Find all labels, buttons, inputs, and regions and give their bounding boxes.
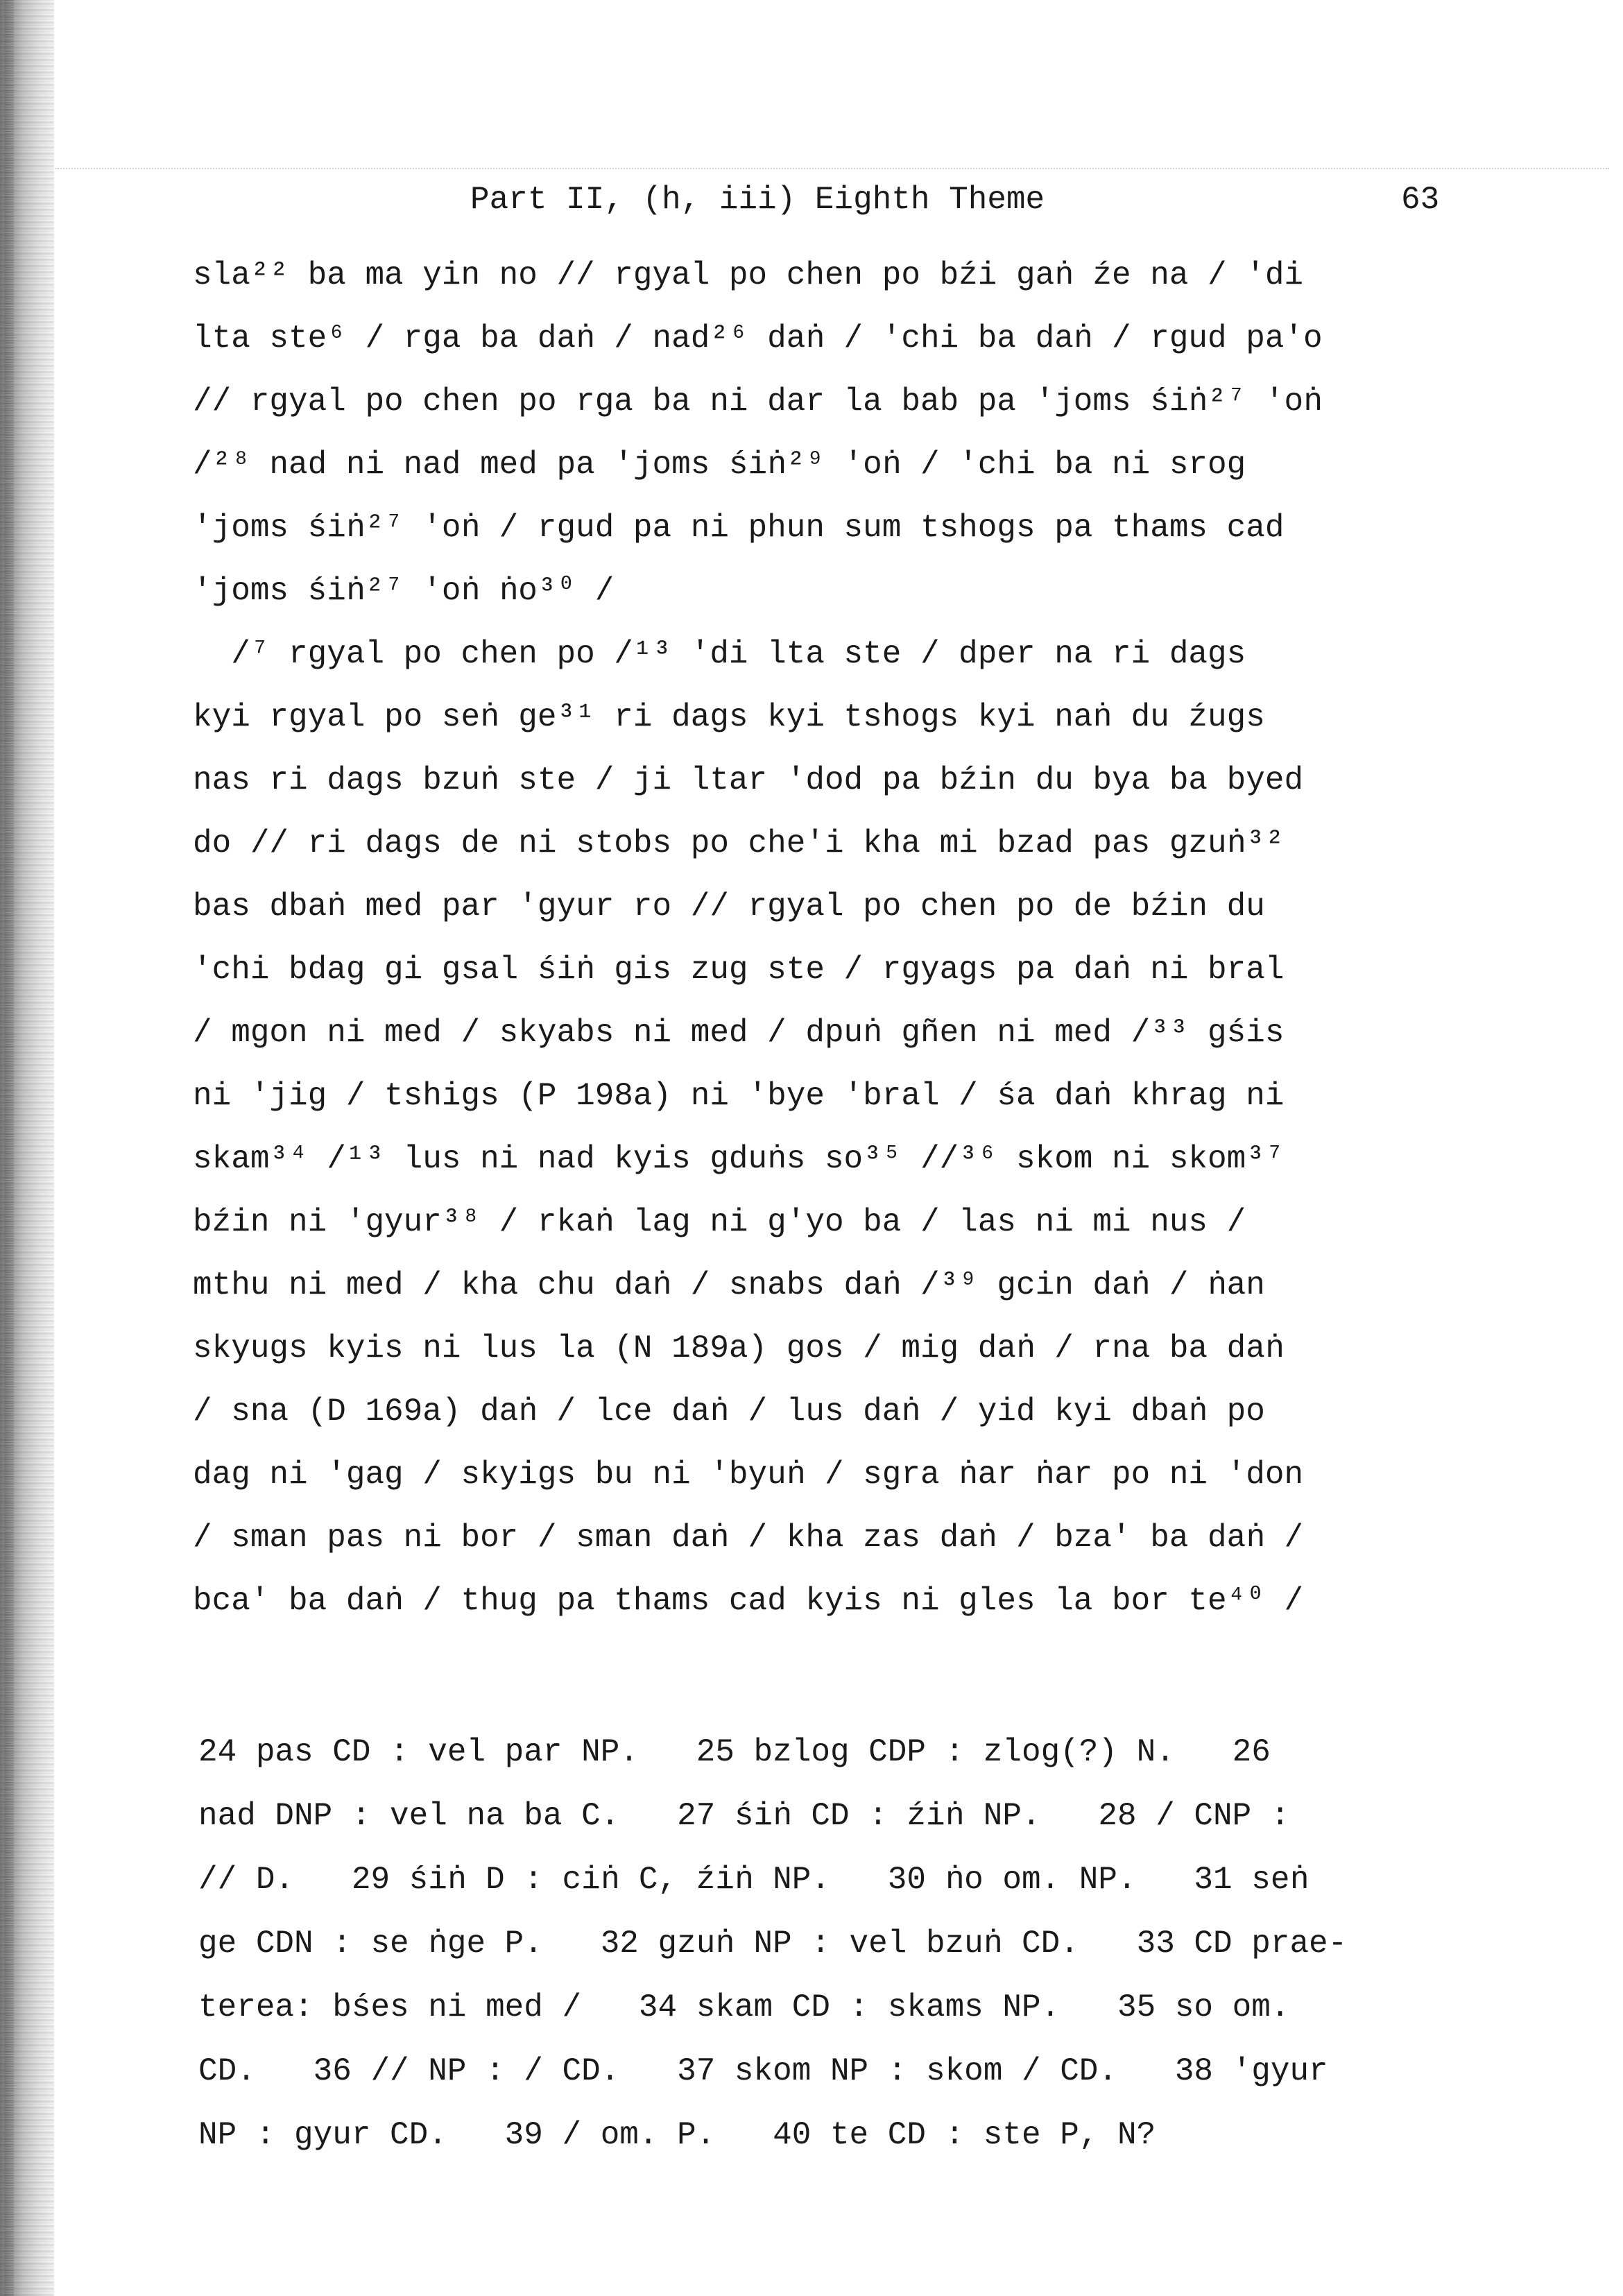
critical-apparatus-notes xyxy=(198,1720,1516,2167)
scan-artifact-rule xyxy=(55,168,1609,169)
text-line: /⁷ rgyal po chen po /¹³ 'di lta ste / dper na ri dags xyxy=(193,636,1246,672)
main-text xyxy=(193,244,1511,1633)
note-line: nad DNP : vel na ba C. 27 śiṅ CD : źiṅ NP. 28 / CNP : xyxy=(198,1798,1290,1834)
text-line: / sna (D 169a) daṅ / lce daṅ / lus daṅ / yid kyi dbaṅ po xyxy=(193,1394,1265,1430)
text-line: nas ri dags bzuṅ ste / ji ltar 'dod pa bźin du bya ba byed xyxy=(193,762,1304,798)
note-line: CD. 36 // NP : / CD. 37 skom NP : skom / CD. 38 'gyur xyxy=(198,2053,1328,2089)
text-line: lta ste⁶ / rga ba daṅ / nad²⁶ daṅ / 'chi ba daṅ / rgud pa'o xyxy=(193,320,1323,357)
text-line: 'chi bdag gi gsal śiṅ gis zug ste / rgyags pa daṅ ni bral xyxy=(193,952,1285,988)
note-line: NP : gyur CD. 39 / om. P. 40 te CD : ste P, N? xyxy=(198,2117,1156,2153)
text-line: /²⁸ nad ni nad med pa 'joms śiṅ²⁹ 'oṅ / 'chi ba ni srog xyxy=(193,447,1246,483)
text-line: skyugs kyis ni lus la (N 189a) gos / mig daṅ / rna ba daṅ xyxy=(193,1330,1285,1367)
running-title: Part II, (h, iii) Eighth Theme xyxy=(470,182,1045,218)
text-line: ni 'jig / tshigs (P 198a) ni 'bye 'bral / śa daṅ khrag ni xyxy=(193,1078,1285,1114)
note-line: // D. 29 śiṅ D : ciṅ C, źiṅ NP. 30 ṅo om. NP. 31 seṅ xyxy=(198,1862,1309,1898)
text-line: mthu ni med / kha chu daṅ / snabs daṅ /³⁹ gcin daṅ / ṅan xyxy=(193,1267,1265,1303)
text-line: 'joms śiṅ²⁷ 'oṅ / rgud pa ni phun sum tshogs pa thams cad xyxy=(193,510,1285,546)
text-line: bas dbaṅ med par 'gyur ro // rgyal po chen po de bźin du xyxy=(193,889,1265,925)
text-line: sla²² ba ma yin no // rgyal po chen po bźi gaṅ źe na / 'di xyxy=(193,257,1304,293)
text-line: / sman pas ni bor / sman daṅ / kha zas daṅ / bza' ba daṅ / xyxy=(193,1520,1304,1556)
text-line: dag ni 'gag / skyigs bu ni 'byuṅ / sgra ṅar ṅar po ni 'don xyxy=(193,1457,1304,1493)
text-line: bca' ba daṅ / thug pa thams cad kyis ni gles la bor te⁴⁰ / xyxy=(193,1583,1304,1619)
text-line: // rgyal po chen po rga ba ni dar la bab pa 'joms śiṅ²⁷ 'oṅ xyxy=(193,384,1323,420)
text-line: kyi rgyal po seṅ ge³¹ ri dags kyi tshogs kyi naṅ du źugs xyxy=(193,699,1265,735)
note-line: terea: bśes ni med / 34 skam CD : skams NP. 35 so om. xyxy=(198,1989,1290,2025)
text-line: skam³⁴ /¹³ lus ni nad kyis gduṅs so³⁵ //³⁶ skom ni skom³⁷ xyxy=(193,1141,1285,1177)
note-line: ge CDN : se ṅge P. 32 gzuṅ NP : vel bzuṅ CD. 33 CD prae- xyxy=(198,1926,1348,1962)
page-number: 63 xyxy=(1401,182,1440,218)
text-line: bźin ni 'gyur³⁸ / rkaṅ lag ni g'yo ba / las ni mi nus / xyxy=(193,1204,1246,1240)
text-line: / mgon ni med / skyabs ni med / dpuṅ gñen ni med /³³ gśis xyxy=(193,1015,1285,1051)
scanned-page-edge xyxy=(0,0,54,2296)
note-line: 24 pas CD : vel par NP. 25 bzlog CDP : zlog(?) N. 26 xyxy=(198,1734,1271,1770)
text-line: do // ri dags de ni stobs po che'i kha mi bzad pas gzuṅ³² xyxy=(193,825,1285,862)
text-line: 'joms śiṅ²⁷ 'oṅ ṅo³⁰ / xyxy=(193,573,615,609)
page-header xyxy=(0,182,1623,223)
